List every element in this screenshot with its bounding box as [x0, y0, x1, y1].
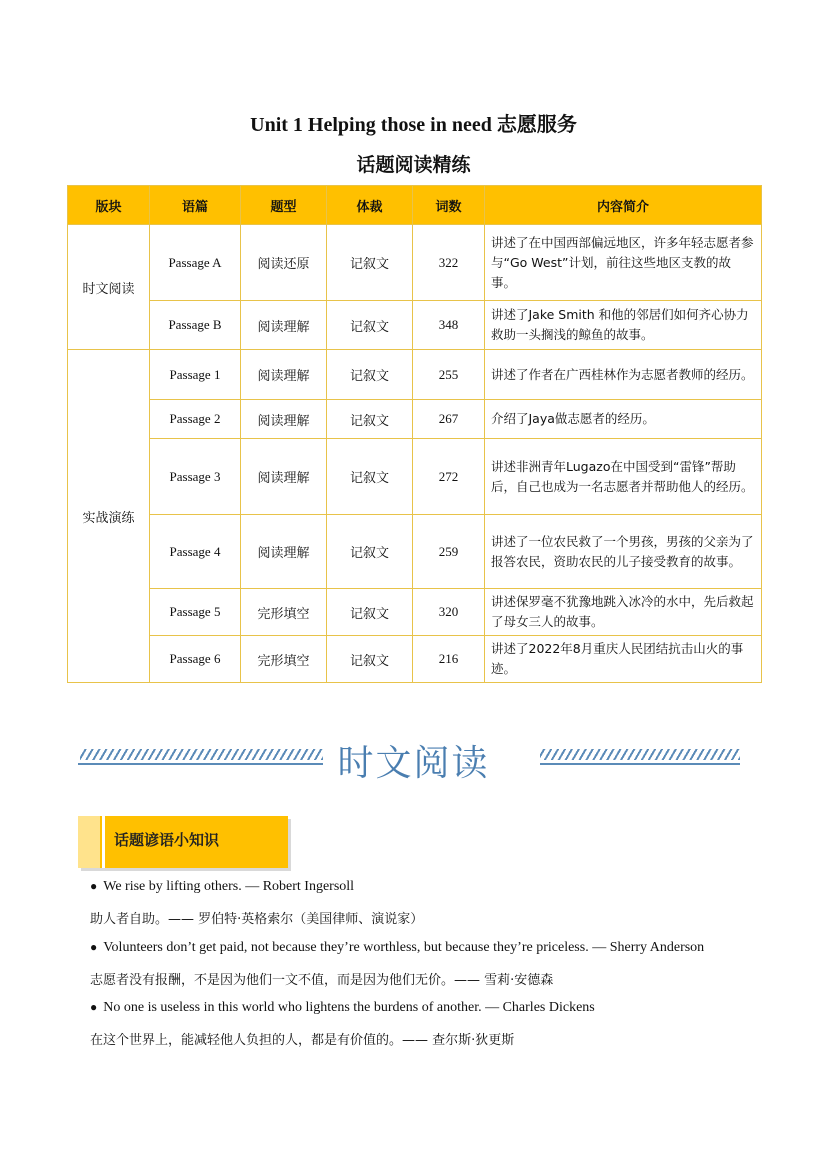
words-cell: 322 — [413, 225, 485, 301]
passage-cell: Passage B — [150, 301, 241, 350]
passage-cell: Passage 2 — [150, 400, 241, 439]
heading-divider — [102, 816, 105, 868]
header-cell: 内容简介 — [485, 186, 762, 225]
genre-cell: 记叙文 — [327, 515, 413, 589]
genre-cell: 记叙文 — [327, 439, 413, 515]
header-cell: 题型 — [241, 186, 327, 225]
type-cell: 完形填空 — [241, 636, 327, 683]
passage-cell: Passage 3 — [150, 439, 241, 515]
table-row — [68, 225, 762, 301]
summary-cell: 讲述了作者在广西桂林作为志愿者教师的经历。 — [485, 350, 762, 400]
quote-english — [90, 879, 354, 895]
words-cell: 259 — [413, 515, 485, 589]
summary-cell: 讲述非洲青年Lugazo在中国受到“雷锋”帮助后，自己也成为一名志愿者并帮助他人的经历。 — [485, 439, 762, 515]
quote-translation: 助人者自助。—— 罗伯特·英格索尔（美国律师、演说家） — [90, 912, 424, 927]
header-cell: 版块 — [68, 186, 150, 225]
summary-cell: 讲述了一位农民救了一个男孩，男孩的父亲为了报答农民，资助农民的儿子接受教育的故事。 — [485, 515, 762, 589]
genre-cell: 记叙文 — [327, 400, 413, 439]
section-cell: 实战演练 — [68, 350, 150, 683]
type-cell: 阅读理解 — [241, 515, 327, 589]
words-cell: 255 — [413, 350, 485, 400]
type-cell: 阅读还原 — [241, 225, 327, 301]
quote-translation: 志愿者没有报酬，不是因为他们一文不值，而是因为他们无价。—— 雪莉·安德森 — [90, 973, 554, 988]
table-row — [68, 515, 762, 589]
genre-cell: 记叙文 — [327, 350, 413, 400]
words-cell: 348 — [413, 301, 485, 350]
page-subtitle: 话题阅读精练 — [356, 154, 471, 176]
genre-cell: 记叙文 — [327, 225, 413, 301]
heading-edge — [78, 816, 100, 868]
header-cell: 语篇 — [150, 186, 241, 225]
type-cell: 阅读理解 — [241, 301, 327, 350]
table-row — [68, 439, 762, 515]
overview-table — [67, 185, 762, 683]
genre-cell: 记叙文 — [327, 301, 413, 350]
table-row — [68, 350, 762, 400]
genre-cell: 记叙文 — [327, 636, 413, 683]
words-cell: 320 — [413, 589, 485, 636]
passage-cell: Passage 6 — [150, 636, 241, 683]
words-cell: 216 — [413, 636, 485, 683]
summary-cell: 讲述了2022年8月重庆人民团结抗击山火的事迹。 — [485, 636, 762, 683]
words-cell: 272 — [413, 439, 485, 515]
type-cell: 阅读理解 — [241, 350, 327, 400]
type-cell: 阅读理解 — [241, 439, 327, 515]
passage-cell: Passage A — [150, 225, 241, 301]
table-row — [68, 589, 762, 636]
banner-line-right — [540, 763, 740, 765]
header-cell: 词数 — [413, 186, 485, 225]
summary-cell: 讲述保罗毫不犹豫地跳入冰冷的水中，先后救起了母女三人的故事。 — [485, 589, 762, 636]
quote-english — [90, 940, 704, 956]
passage-cell: Passage 4 — [150, 515, 241, 589]
bullet-icon: ● — [90, 879, 98, 893]
quote-text: Volunteers don’t get paid, not because they’re worthless, but because they’re priceless. — Sherry Anderson — [103, 940, 705, 955]
quote-translation: 在这个世界上，能减轻他人负担的人，都是有价值的。—— 查尔斯·狄更斯 — [90, 1033, 515, 1048]
summary-cell: 讲述了在中国西部偏远地区，许多年轻志愿者参与“Go West”计划，前往这些地区支教的故事。 — [485, 225, 762, 301]
knowledge-heading-box — [78, 816, 288, 868]
quote-text: We rise by lifting others. — Robert Ingersoll — [103, 879, 355, 894]
passage-cell: Passage 1 — [150, 350, 241, 400]
words-cell: 267 — [413, 400, 485, 439]
bullet-icon: ● — [90, 1000, 98, 1014]
knowledge-heading: 话题谚语小知识 — [114, 831, 220, 849]
bullet-icon: ● — [90, 940, 98, 954]
section-cell: 时文阅读 — [68, 225, 150, 350]
genre-cell: 记叙文 — [327, 589, 413, 636]
passage-cell: Passage 5 — [150, 589, 241, 636]
page-title: Unit 1 Helping those in need 志愿服务 — [250, 114, 577, 136]
banner-stripe-right — [540, 749, 740, 760]
summary-cell: 介绍了Jaya做志愿者的经历。 — [485, 400, 762, 439]
summary-cell: 讲述了Jake Smith 和他的邻居们如何齐心协力救助一头搁浅的鲸鱼的故事。 — [485, 301, 762, 350]
type-cell: 完形填空 — [241, 589, 327, 636]
banner-title: 时文阅读 — [337, 743, 490, 784]
quote-english — [90, 1000, 595, 1016]
section-banner — [0, 735, 827, 785]
table-row — [68, 636, 762, 683]
quote-text: No one is useless in this world who lightens the burdens of another. — Charles Dickens — [103, 1000, 595, 1015]
type-cell: 阅读理解 — [241, 400, 327, 439]
table-header-row — [68, 186, 762, 225]
table-row — [68, 400, 762, 439]
table-row — [68, 301, 762, 350]
header-cell: 体裁 — [327, 186, 413, 225]
